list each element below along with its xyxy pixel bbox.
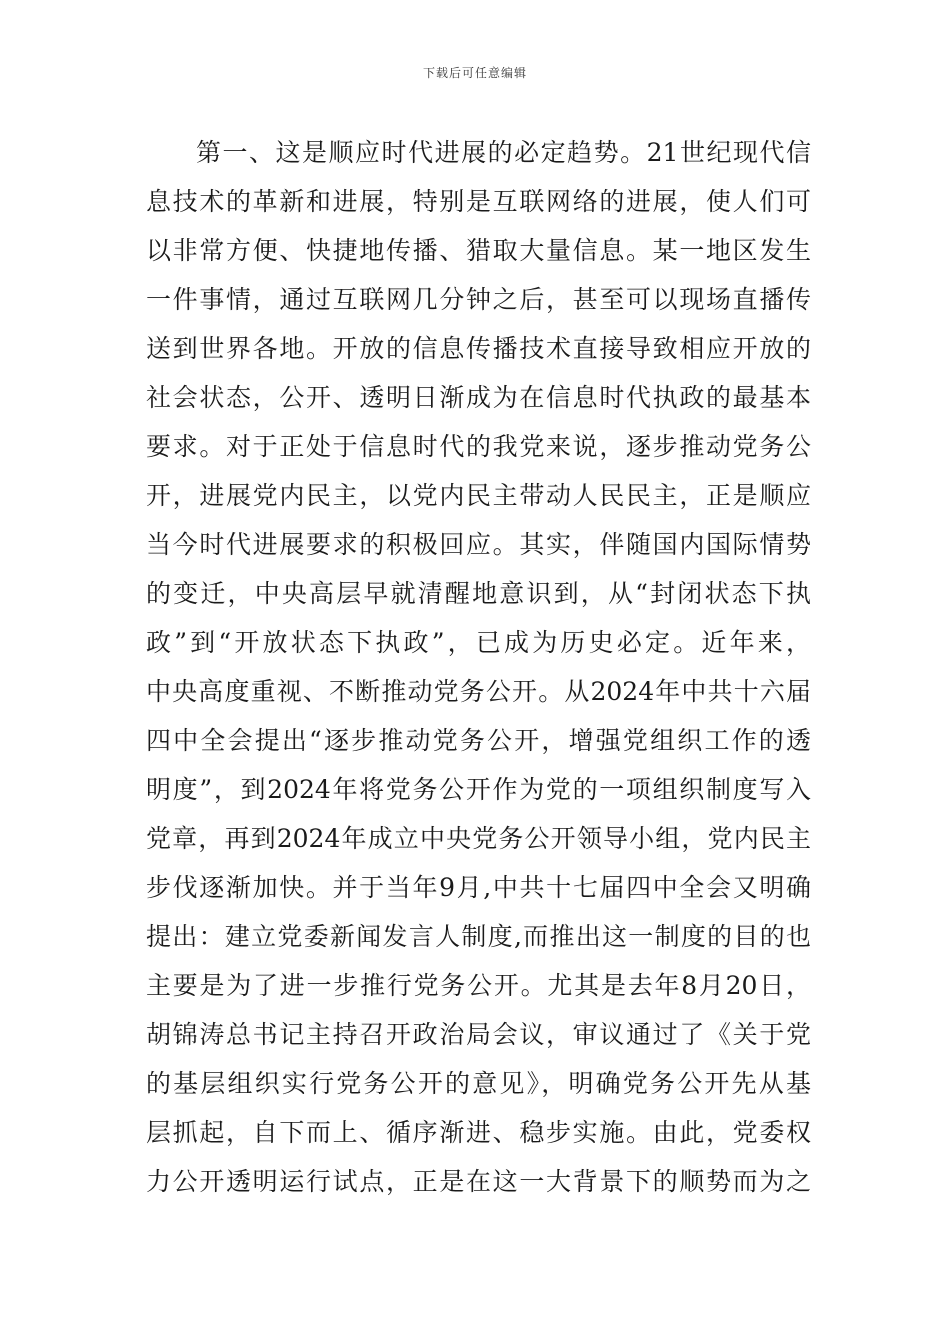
text-line: 政”到“开放状态下执政”，已成为历史必定。近年来， [146, 628, 811, 657]
body-paragraph [146, 128, 811, 1206]
text-line: 一件事情，通过互联网几分钟之后，甚至可以现场直播传 [146, 285, 811, 314]
text-line: 第一、这是顺应时代进展的必定趋势。21世纪现代信 [196, 138, 811, 167]
text-line: 要求。对于正处于信息时代的我党来说，逐步推动党务公 [146, 432, 811, 461]
text-line: 以非常方便、快捷地传播、猎取大量信息。某一地区发生 [146, 236, 811, 265]
text-line: 提出：建立党委新闻发言人制度,而推出这一制度的目的也 [146, 922, 811, 951]
text-line: 胡锦涛总书记主持召开政治局会议，审议通过了《关于党 [146, 1020, 811, 1049]
text-line: 力公开透明运行试点，正是在这一大背景下的顺势而为之 [146, 1167, 811, 1196]
text-line: 主要是为了进一步推行党务公开。尤其是去年8月20日， [146, 971, 811, 1000]
text-line: 层抓起，自下而上、循序渐进、稳步实施。由此，党委权 [146, 1118, 811, 1147]
text-line: 明度”，到2024年将党务公开作为党的一项组织制度写入 [146, 775, 811, 804]
text-line: 当今时代进展要求的积极回应。其实，伴随国内国际情势 [146, 530, 811, 559]
text-line: 的基层组织实行党务公开的意见》，明确党务公开先从基 [146, 1069, 811, 1098]
text-line: 社会状态，公开、透明日渐成为在信息时代执政的最基本 [146, 383, 811, 412]
text-line: 四中全会提出“逐步推动党务公开，增强党组织工作的透 [146, 726, 811, 755]
text-line: 开，进展党内民主，以党内民主带动人民民主，正是顺应 [146, 481, 811, 510]
page-header: 下载后可任意编辑 [422, 66, 527, 80]
text-line: 党章，再到2024年成立中央党务公开领导小组，党内民主 [146, 824, 811, 853]
text-line: 步伐逐渐加快。并于当年9月,中共十七届四中全会又明确 [146, 873, 811, 902]
text-line: 息技术的革新和进展，特别是互联网络的进展，使人们可 [146, 187, 811, 216]
text-line: 的变迁，中央高层早就清醒地意识到，从“封闭状态下执 [146, 579, 811, 608]
text-line: 中央高度重视、不断推动党务公开。从2024年中共十六届 [146, 677, 811, 706]
text-line: 送到世界各地。开放的信息传播技术直接导致相应开放的 [146, 334, 811, 363]
